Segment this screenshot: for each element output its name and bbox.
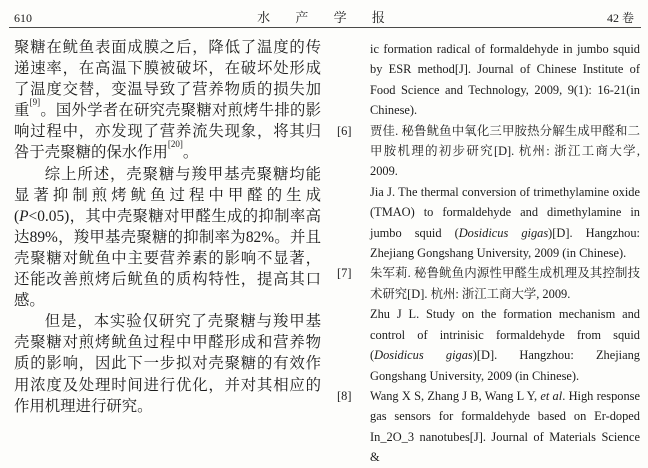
header-rule: [9, 27, 641, 28]
reference-number: [7]: [337, 266, 352, 281]
reference-item: [337, 39, 640, 121]
text-segment: Jia J. The thermal conversion of trimethylamine oxide (TMAO) to formaldehyde and dimethylamine in jumbo squid (: [370, 184, 640, 240]
citation-superscript: [20]: [167, 139, 183, 150]
reference-item: [337, 263, 640, 385]
text-segment: Dosidicus gigas: [458, 225, 549, 240]
text-segment: ic formation radical of formaldehyde in jumbo squid by ESR method[J]. Journal of Chinese Institute of Food Science and Technology, 2009, 9(1): 16-21(in Chinese).: [370, 42, 640, 118]
page-body: [14, 37, 640, 465]
reference-body: [370, 39, 640, 121]
body-text-column: [14, 37, 321, 415]
text-segment: 但是，本实验仅研究了壳聚糖与羧甲基壳聚糖对煎烤鱿鱼过程中甲醛形成和营养物质的影响，因此下一步拟对壳聚糖的有效作用浓度及处理时间进行优化，并对其相应的作用机理进行研究。: [14, 313, 321, 415]
reference-body: [370, 263, 640, 385]
reference-text-block: [370, 263, 640, 304]
page-header: [14, 7, 634, 26]
text-segment: 贾佳. 秘鲁鱿鱼中氧化三甲胺热分解生成甲醛和二甲胺机理的初步研究[D]. 杭州: 浙江工商大学, 2009.: [370, 123, 640, 179]
references-column: [337, 37, 640, 465]
reference-number: [337, 39, 370, 121]
text-segment: et al: [540, 388, 563, 403]
text-segment: . High response gas sensors for formaldehyde based on Er-doped In_2O_3 nanotubes[J]. Journal of Materials Science &: [370, 388, 640, 465]
reference-number: [8]: [337, 388, 352, 403]
reference-number: [6]: [337, 123, 352, 138]
paragraph: [14, 311, 321, 416]
reference-item: [337, 121, 640, 264]
text-segment: 。: [182, 144, 199, 162]
text-segment: <0.05)，其中壳聚糖对甲醛生成的抑制率高达89%，羧甲基壳聚糖的抑制率为82%。并且壳聚糖对鱿鱼中主要营养素的影响不显著，还能改善煎烤后鱿鱼的质构特性，提高其口感。: [14, 207, 321, 310]
text-segment: 。国外学者在研究壳聚糖对煎烤牛排的影响过程中，亦发现了营养流失现象，将其归咎于壳聚糖的保水作用: [14, 102, 321, 162]
text-segment: P: [19, 207, 29, 225]
text-segment: )[D]. Hangzhou: Zhejiang Gongshang University, 2009 (in Chinese).: [370, 225, 640, 261]
citation-superscript: [9]: [29, 97, 41, 108]
reference-text-block: [370, 304, 640, 386]
text-segment: 综上所述，壳聚糖与羧甲基壳聚糖均能显著抑制煎烤鱿鱼过程中甲醛的生成(: [14, 165, 321, 225]
reference-body: [370, 386, 640, 468]
text-segment: Zhu J L. Study on the formation mechanism and control of intrinisic formaldehyde from squid (: [370, 307, 640, 363]
text-segment: 朱军莉. 秘鲁鱿鱼内源性甲醛生成机理及其控制技术研究[D]. 杭州: 浙江工商大学, 2009.: [370, 266, 640, 301]
text-segment: Dosidicus gigas: [374, 348, 473, 363]
reference-text-block: [370, 39, 640, 121]
reference-body: [370, 121, 640, 264]
paragraph: [14, 37, 321, 164]
page-number: 610: [14, 11, 32, 25]
text-segment: )[D]. Hangzhou: Zhejiang Gongshang University, 2009 (in Chinese).: [370, 348, 640, 383]
paragraph: [14, 164, 321, 312]
volume-label: 42 卷: [606, 11, 634, 25]
text-segment: Wang X S, Zhang J B, Wang L Y,: [370, 388, 541, 403]
reference-text-block: [370, 121, 640, 182]
journal-title: 水 产 学 报: [257, 10, 396, 25]
reference-text-block: [370, 386, 640, 468]
reference-text-block: [370, 182, 640, 264]
text-segment: 聚糖在鱿鱼表面成膜之后，降低了温度的传递速率，在高温下膜被破坏，在破坏处形成了温度交替，变温导致了营养物质的损失加重: [14, 39, 321, 120]
reference-item: [337, 386, 640, 468]
